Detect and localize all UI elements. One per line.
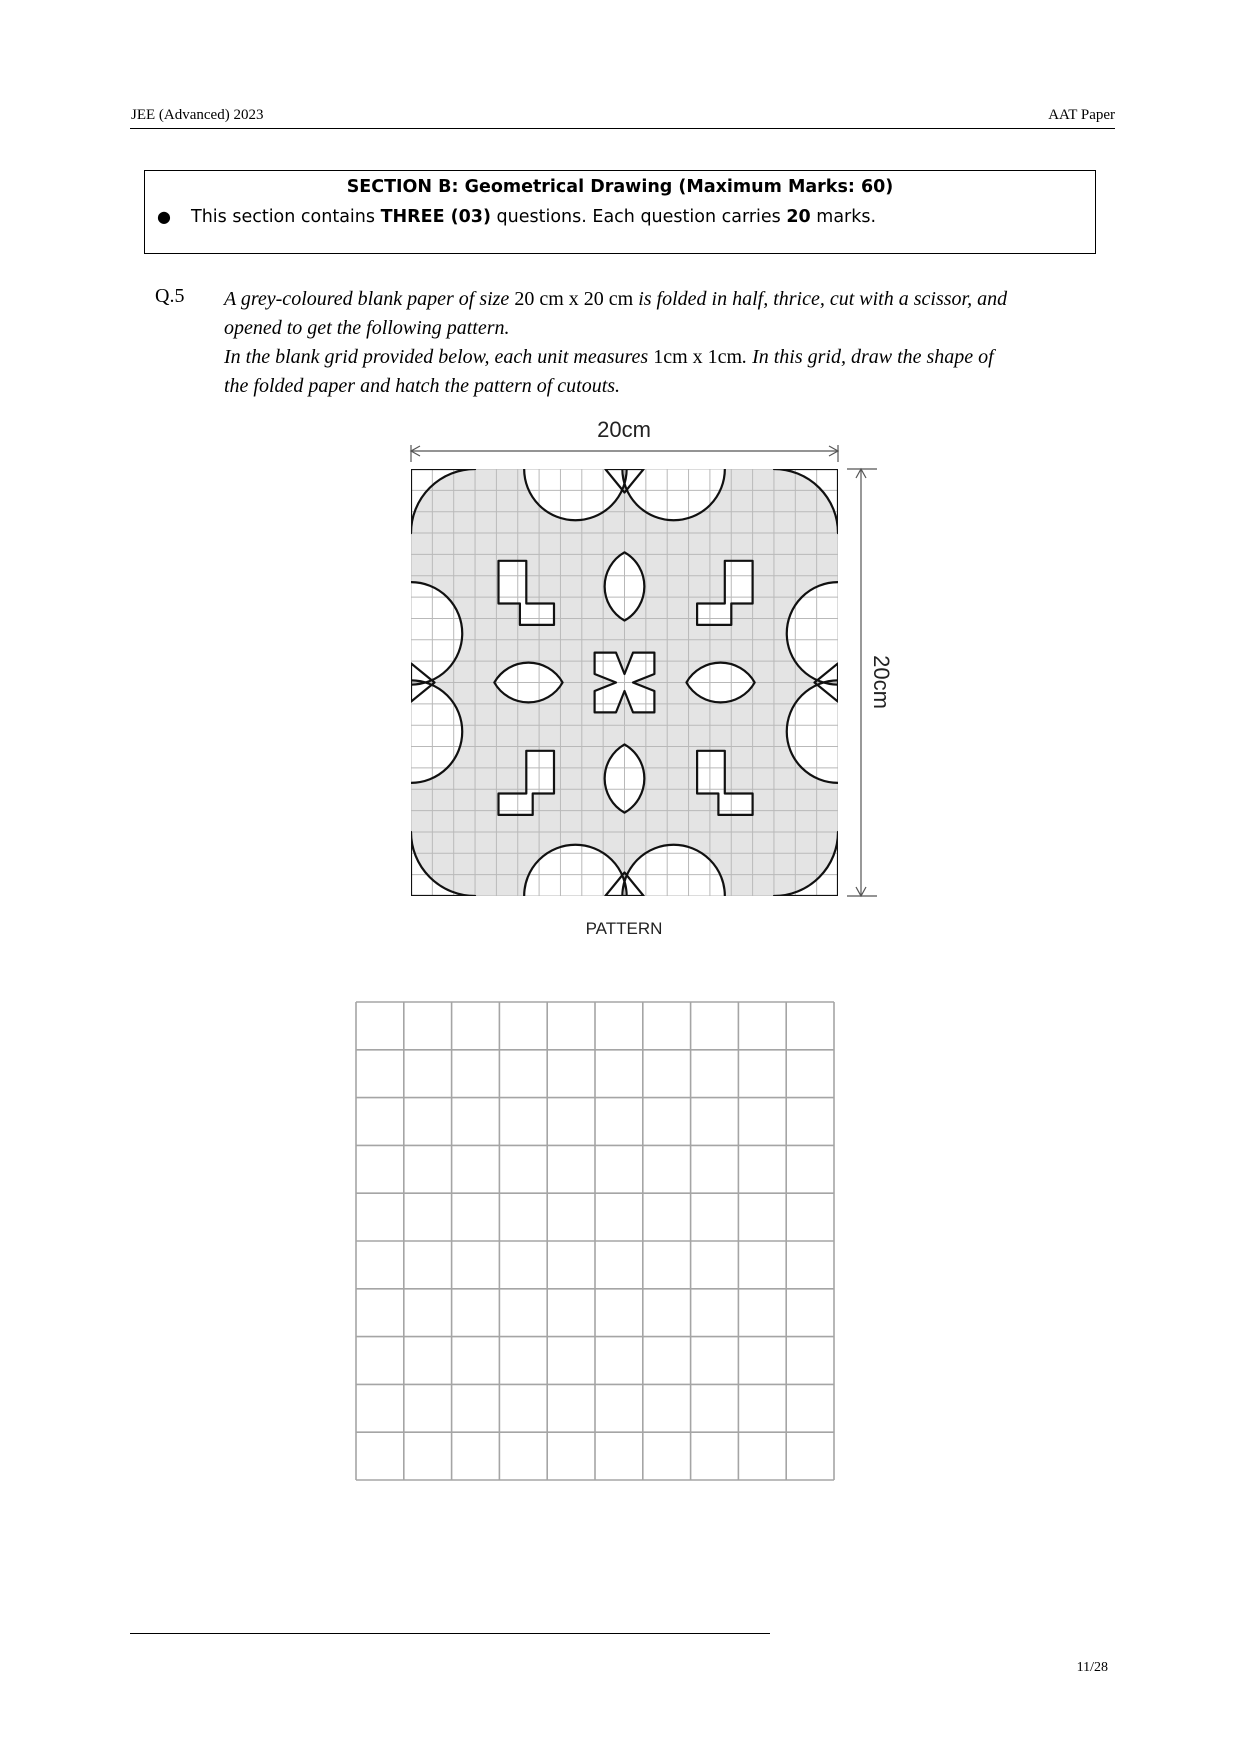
- header-rule: [130, 128, 1115, 129]
- section-title: SECTION B: Geometrical Drawing (Maximum Marks: 60): [346, 177, 894, 197]
- width-dimension: [411, 445, 838, 462]
- question-line-4: the folded paper and hatch the pattern of cutouts.: [224, 375, 621, 397]
- section-instruction: This section contains THREE (03) questions. Each question carries 20 marks.: [191, 207, 877, 227]
- pattern-grid: [411, 469, 838, 896]
- section-instructions-box: [144, 170, 1096, 254]
- width-label: 20cm: [597, 417, 651, 442]
- footer-rule: [130, 1633, 770, 1634]
- header-exam-title: JEE (Advanced) 2023: [131, 107, 264, 123]
- blank-answer-grid[interactable]: [354, 1000, 894, 1540]
- page-number: 11/28: [1076, 1660, 1108, 1675]
- question-line-1: A grey-coloured blank paper of size 20 cm x 20 cm is folded in half, thrice, cut with a scissor, and: [224, 288, 1008, 310]
- question-line-3: In the blank grid provided below, each unit measures 1cm x 1cm. In this grid, draw the shape of: [224, 346, 994, 368]
- question-number: Q.5: [155, 285, 185, 307]
- question-line-2: opened to get the following pattern.: [224, 317, 510, 339]
- bullet-icon: ●: [157, 207, 171, 226]
- pattern-caption: PATTERN: [585, 919, 663, 938]
- header-paper-name: AAT Paper: [1048, 107, 1115, 123]
- question-text: [224, 285, 1104, 401]
- pattern-figure: [350, 410, 910, 950]
- height-label: 20cm: [869, 655, 894, 709]
